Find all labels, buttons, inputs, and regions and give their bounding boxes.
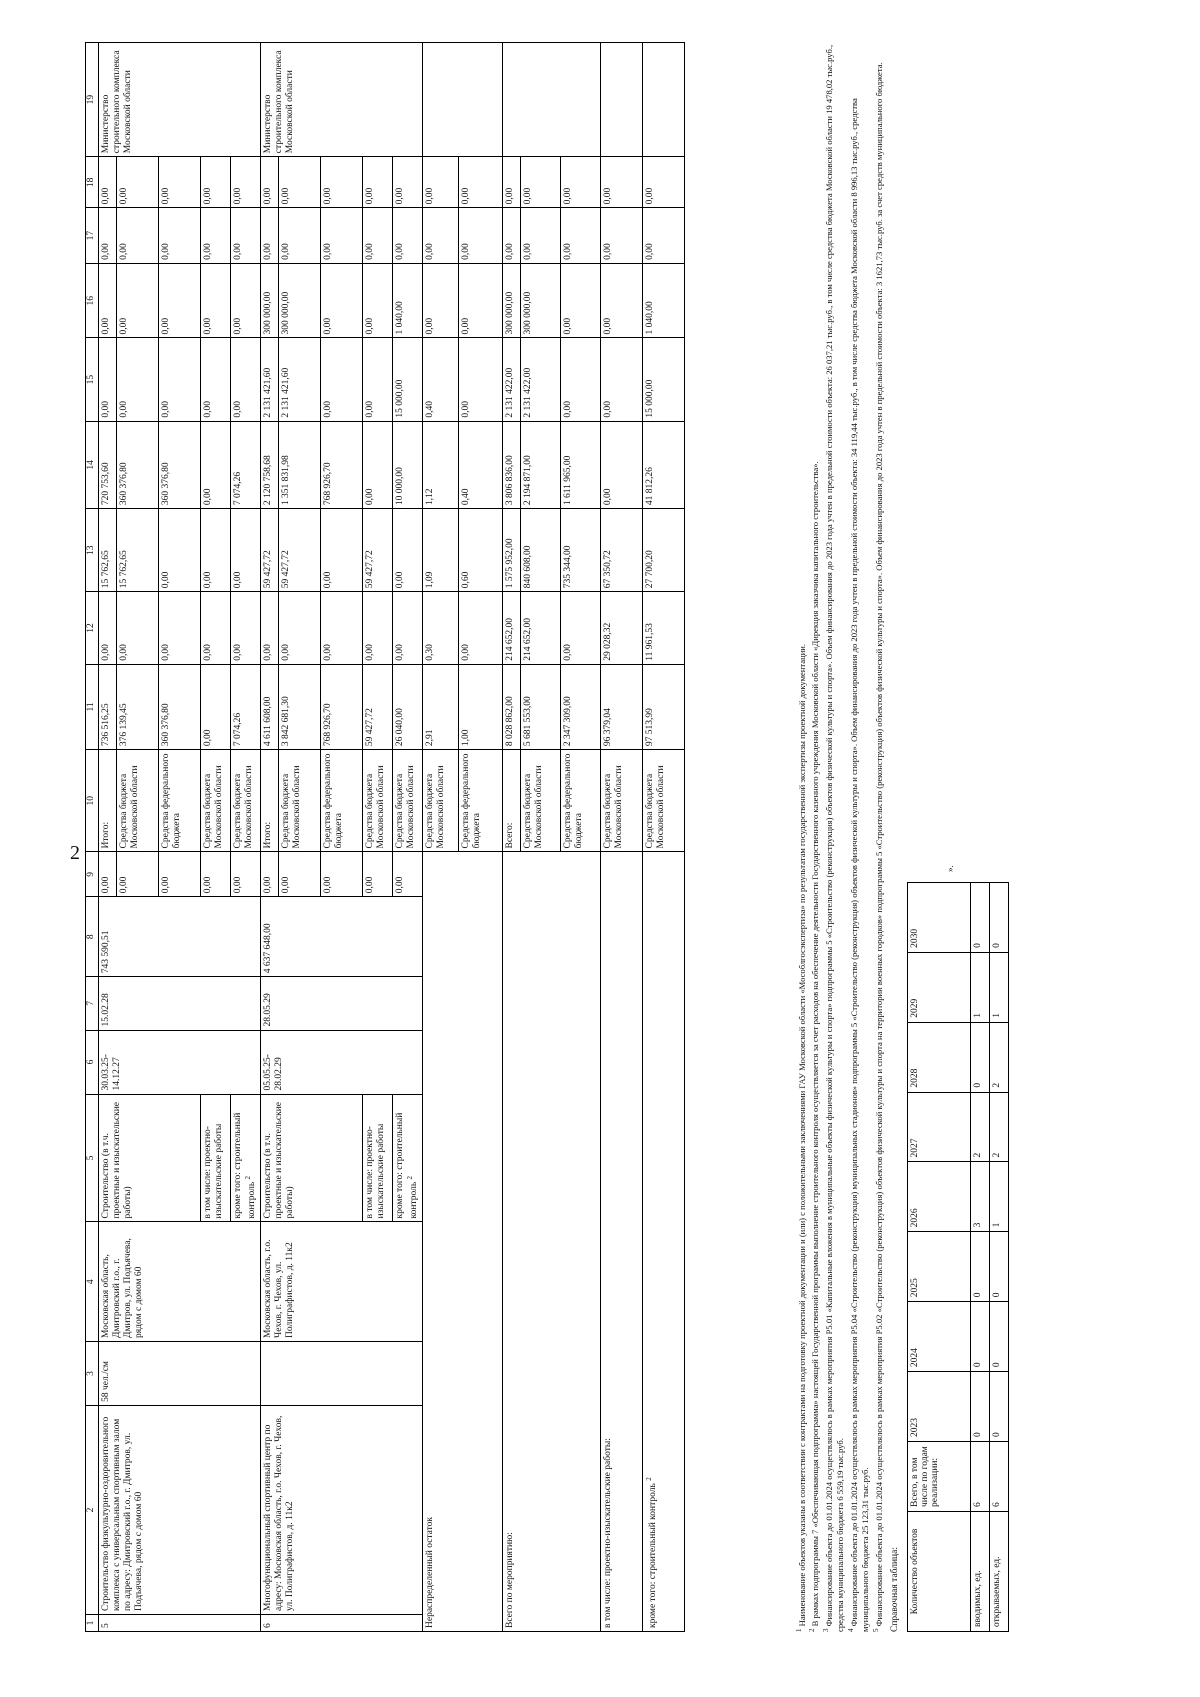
footnotes xyxy=(795,42,885,1632)
amount-cell: 768 926,70 xyxy=(321,664,363,749)
amount-cell: 0,00 xyxy=(321,852,363,897)
summary-row xyxy=(503,43,521,1632)
reference-value: 0 xyxy=(990,883,1009,953)
amount-cell: 0,00 xyxy=(643,157,685,208)
amount-cell: 0,00 xyxy=(601,208,643,263)
customer-empty xyxy=(503,43,601,157)
amount-cell: 360 376,80 xyxy=(159,664,201,749)
column-number: 2 xyxy=(86,1405,99,1614)
reference-value: 2 xyxy=(990,1022,1009,1092)
amount-cell: 0,00 xyxy=(363,421,393,508)
summary-label: Нераспределенный остаток xyxy=(423,852,503,1632)
funding-source: Средства федерального бюджета xyxy=(561,750,601,852)
amount-cell: 41 812,26 xyxy=(643,421,685,508)
footnote-text: Финансирование объекта до 01.01.2024 осуществлялось в рамках мероприятия P5.01 «Капитальные вложения в муниципальные объекты физической культуры и спорта» подпрограммы 5 «Строительство (реконструкция) объектов физической культуры и спорта». Объем финансирования до 2023 года учтен в предельной стоимости объекта: 26 037,21 тыс.руб., в том числе средства бюджета Московской области 19 478,02 тыс.руб., средства муниципального бюджета 6 559,19 тыс.руб. xyxy=(823,44,846,1632)
amount-cell: 26 040,00 xyxy=(393,664,423,749)
amount-cell: 0,00 xyxy=(231,338,261,421)
amount-cell: 0,00 xyxy=(321,263,363,338)
amount-cell: 0,00 xyxy=(321,592,363,665)
object-cost: 743 590,51 xyxy=(99,897,261,977)
amount-cell: 15 762,65 xyxy=(99,509,117,592)
amount-cell: 0,00 xyxy=(201,592,231,665)
amount-cell: 360 376,80 xyxy=(117,421,159,508)
amount-cell: 0,00 xyxy=(459,592,503,665)
footnote-number: 2 xyxy=(808,1628,817,1632)
funding-source: Средства бюджета Московской области xyxy=(423,750,459,852)
amount-cell: 376 139,45 xyxy=(117,664,159,749)
amount-cell: 1,09 xyxy=(423,509,459,592)
amount-cell: 720 753,60 xyxy=(99,421,117,508)
reference-value: 0 xyxy=(990,1372,1009,1442)
amount-cell: 0,00 xyxy=(159,208,201,263)
amount-cell: 0,00 xyxy=(321,509,363,592)
reference-value: 0 xyxy=(971,1372,990,1442)
amount-cell: 0,60 xyxy=(459,509,503,592)
amount-cell: 2 131 421,60 xyxy=(261,338,279,421)
object-capacity: 58 чел./см xyxy=(99,1341,261,1405)
reference-value: 0 xyxy=(971,1302,990,1372)
column-number: 17 xyxy=(86,208,99,263)
reference-value: 2 xyxy=(990,1092,1009,1162)
work-subtype: в том числе: проектно-изыскательские работы xyxy=(363,1094,393,1222)
column-number: 4 xyxy=(86,1222,99,1341)
column-number: 8 xyxy=(86,897,99,977)
reference-header-row xyxy=(908,883,971,1632)
footnote-number: 3 xyxy=(821,1628,830,1632)
footnote-ref: 2 xyxy=(243,1175,252,1180)
customer-empty xyxy=(643,43,685,157)
amount-cell: 0,00 xyxy=(561,338,601,421)
amount-cell: 11 961,53 xyxy=(643,592,685,665)
reference-year: 2023 xyxy=(908,1372,971,1442)
amount-cell: 1 040,00 xyxy=(393,263,423,338)
main-table xyxy=(85,42,685,1632)
summary-label: Всего по мероприятию: xyxy=(503,852,601,1632)
amount-cell: 0,00 xyxy=(261,208,279,263)
reference-row-label: открываемых, ед. xyxy=(990,1512,1009,1632)
summary-label: в том числе: проектно-изыскательские работы: xyxy=(601,852,643,1632)
reference-year: 2025 xyxy=(908,1232,971,1302)
page-number: 2 xyxy=(70,842,80,864)
amount-cell: 0,00 xyxy=(231,157,261,208)
amount-cell: 2 347 309,00 xyxy=(561,664,601,749)
column-number: 3 xyxy=(86,1341,99,1405)
amount-cell: 0,00 xyxy=(393,208,423,263)
reference-value: 1 xyxy=(990,1162,1009,1232)
amount-cell: 0,00 xyxy=(521,157,561,208)
column-number: 7 xyxy=(86,977,99,1030)
column-number: 15 xyxy=(86,338,99,421)
customer: Министерство строительного комплекса Московской области xyxy=(261,43,423,157)
funding-source: Средства федерального бюджета xyxy=(159,750,201,852)
reference-year: 2024 xyxy=(908,1302,971,1372)
footnote-number: 5 xyxy=(872,1628,880,1632)
amount-cell: 0,00 xyxy=(321,338,363,421)
amount-cell: 0,00 xyxy=(321,208,363,263)
amount-cell: 0,00 xyxy=(503,157,521,208)
footnote xyxy=(847,42,872,1632)
amount-cell: 0,00 xyxy=(159,592,201,665)
amount-cell: 0,00 xyxy=(117,338,159,421)
reference-value: 0 xyxy=(971,883,990,953)
amount-cell: 1,00 xyxy=(459,664,503,749)
reference-caption: Справочная таблица: xyxy=(890,1547,900,1632)
amount-cell: 300 000,00 xyxy=(503,263,521,338)
amount-cell: 0,00 xyxy=(117,852,159,897)
reference-row-total: 6 xyxy=(971,1442,990,1512)
reference-year: 2028 xyxy=(908,1022,971,1092)
amount-cell: 0,00 xyxy=(231,208,261,263)
amount-cell: 97 513,99 xyxy=(643,664,685,749)
summary-row xyxy=(643,43,685,1632)
column-number: 18 xyxy=(86,157,99,208)
amount-cell: 0,00 xyxy=(393,509,423,592)
funding-source: Средства бюджета Московской области xyxy=(363,750,393,852)
footnote xyxy=(822,42,847,1632)
work-type: Строительство (в т.ч. проектные и изыскательские работы) xyxy=(261,1094,363,1222)
amount-cell: 0,00 xyxy=(231,852,261,897)
amount-cell: 0,00 xyxy=(99,338,117,421)
amount-cell: 0,00 xyxy=(423,208,459,263)
amount-cell: 59 427,72 xyxy=(363,509,393,592)
amount-cell: 1 611 965,00 xyxy=(561,421,601,508)
reference-year: 2029 xyxy=(908,952,971,1022)
reference-value: 0 xyxy=(990,1232,1009,1302)
summary-label: кроме того: строительный контроль $^2$ xyxy=(643,852,685,1632)
amount-cell: 1 351 831,98 xyxy=(279,421,321,508)
amount-cell: 0,00 xyxy=(99,263,117,338)
amount-cell: 2 131 422,00 xyxy=(503,338,521,421)
funding-source: Средства бюджета Московской области xyxy=(601,750,643,852)
end-mark: ». xyxy=(945,865,955,872)
amount-cell: 0,00 xyxy=(561,592,601,665)
reference-year: 2026 xyxy=(908,1162,971,1232)
amount-cell: 0,30 xyxy=(423,592,459,665)
amount-cell: 0,00 xyxy=(117,157,159,208)
reference-header-total: Всего, в том числе по годам реализации: xyxy=(908,1442,971,1512)
amount-cell: 768 926,70 xyxy=(321,421,363,508)
amount-cell: 0,00 xyxy=(561,157,601,208)
amount-cell: 0,00 xyxy=(363,852,393,897)
amount-cell: 0,00 xyxy=(99,592,117,665)
funding-source: Итого: xyxy=(261,750,279,852)
amount-cell: 2 131 421,60 xyxy=(279,338,321,421)
funding-source: Средства бюджета Московской области xyxy=(643,750,685,852)
column-number: 14 xyxy=(86,421,99,508)
amount-cell: 0,00 xyxy=(201,338,231,421)
footnote-text: Финансирование объекта до 01.01.2024 осуществлялось в рамках мероприятия P5.04 «Строительство (реконструкция) муниципальных стадионов» подпрограммы 5 «Строительство (реконструкция) объектов физической культуры и спорта». Объем финансирования до 2023 года учтен в предельной стоимости объекта: 34 119,44 тыс.руб., в том числе средства бюджета Московской области 8 996,13 тыс.руб., средства муниципального бюджета 25 123,31 тыс.руб. xyxy=(848,98,871,1632)
footnote-number: 1 xyxy=(795,1628,803,1632)
amount-cell: 0,00 xyxy=(201,421,231,508)
column-number: 10 xyxy=(86,750,99,852)
amount-cell: 0,00 xyxy=(459,263,503,338)
amount-cell: 0,00 xyxy=(363,157,393,208)
amount-cell: 0,00 xyxy=(363,263,393,338)
work-type: Строительство (в т.ч. проектные и изыскательские работы) xyxy=(99,1094,201,1222)
column-number: 5 xyxy=(86,1094,99,1222)
funding-source: Средства бюджета Московской области xyxy=(201,750,231,852)
amount-cell: 0,00 xyxy=(117,208,159,263)
amount-cell: 0,00 xyxy=(159,509,201,592)
amount-cell: 59 427,72 xyxy=(363,664,393,749)
amount-cell: 0,00 xyxy=(99,208,117,263)
reference-header-label: Количество объектов xyxy=(908,1512,971,1632)
object-name: Строительство физкультурно-оздоровительного комплекса с универсальным спортивным залом по адресу: Дмитровский г.о., г. Дмитров, ул. Подъячева, рядом с домом 60 xyxy=(99,1405,261,1614)
amount-cell: 0,00 xyxy=(321,157,363,208)
amount-cell: 0,00 xyxy=(459,338,503,421)
amount-cell: 0,40 xyxy=(423,338,459,421)
summary-row xyxy=(423,43,459,1632)
amount-cell: 0,00 xyxy=(261,157,279,208)
amount-cell: 0,00 xyxy=(279,852,321,897)
amount-cell: 0,00 xyxy=(99,157,117,208)
amount-cell: 0,00 xyxy=(363,208,393,263)
object-number: 5 xyxy=(99,1614,261,1631)
reference-year: 2030 xyxy=(908,883,971,953)
footnote-text: В рамках подпрограммы 7 «Обеспечивающая подпрограмма» настоящей Государственной программы выполнение строительного контроля осуществляется за счет расходов на обеспечение деятельности Государственного казенного учреждения Московской области «Дирекция заказчика капитального строительства». xyxy=(810,461,821,1629)
amount-cell: 0,00 xyxy=(201,664,231,749)
funding-source: Средства бюджета Московской области xyxy=(231,750,261,852)
amount-cell: 0,00 xyxy=(459,157,503,208)
work-subtype: в том числе: проектно-изыскательские работы xyxy=(201,1094,231,1222)
reference-value: 2 xyxy=(971,1092,990,1162)
column-number: 6 xyxy=(86,1030,99,1094)
amount-cell: 0,00 xyxy=(423,263,459,338)
funding-source: Средства федерального бюджета xyxy=(321,750,363,852)
amount-cell: 0,00 xyxy=(117,263,159,338)
amount-cell: 2 120 758,68 xyxy=(261,421,279,508)
reference-row-total: 6 xyxy=(990,1442,1009,1512)
amount-cell: 0,00 xyxy=(601,157,643,208)
amount-cell: 0,00 xyxy=(201,263,231,338)
column-number: 19 xyxy=(86,43,99,157)
reference-value: 3 xyxy=(971,1162,990,1232)
amount-cell: 0,00 xyxy=(601,338,643,421)
amount-cell: 300 000,00 xyxy=(521,263,561,338)
object-row xyxy=(261,43,279,1632)
object-address: Московская область, г.о. Чехов, г. Чехов, ул. Полиграфистов, д. 11к2 xyxy=(261,1222,423,1341)
funding-source: Итого: xyxy=(99,750,117,852)
amount-cell: 0,00 xyxy=(459,208,503,263)
reference-row xyxy=(990,883,1009,1632)
amount-cell: 0,00 xyxy=(231,592,261,665)
amount-cell: 0,00 xyxy=(393,157,423,208)
amount-cell: 1 575 952,00 xyxy=(503,509,521,592)
amount-cell: 10 000,00 xyxy=(393,421,423,508)
reference-value: 0 xyxy=(971,1022,990,1092)
amount-cell: 214 652,00 xyxy=(521,592,561,665)
reference-value: 1 xyxy=(990,952,1009,1022)
work-subtype: кроме того: строительный контроль $^2$ xyxy=(231,1094,261,1222)
footnote xyxy=(795,42,808,1632)
amount-cell: 0,00 xyxy=(393,852,423,897)
amount-cell: 0,00 xyxy=(279,592,321,665)
footnote-text: Наименование объектов указаны в соответствии с контрактами на подготовку проектной документации и (или) с положительными заключениями ГАУ Московской области «Мособлгосэкспертиза» по результатам государственной экспертизы проектной документации. xyxy=(796,643,807,1629)
amount-cell: 0,00 xyxy=(561,263,601,338)
customer-empty xyxy=(601,43,643,157)
amount-cell: 2,91 xyxy=(423,664,459,749)
reference-value: 1 xyxy=(971,952,990,1022)
funding-source: Всего: xyxy=(503,750,521,852)
amount-cell: 0,00 xyxy=(643,208,685,263)
amount-cell: 59 427,72 xyxy=(261,509,279,592)
amount-cell: 0,00 xyxy=(363,592,393,665)
amount-cell: 735 344,00 xyxy=(561,509,601,592)
object-capacity xyxy=(261,1341,423,1405)
opening-date: 28.05.29 xyxy=(261,977,423,1030)
object-number: 6 xyxy=(261,1614,423,1631)
customer: Министерство строительного комплекса Московской области xyxy=(99,43,261,157)
customer-empty xyxy=(423,43,503,157)
column-number: 11 xyxy=(86,664,99,749)
amount-cell: 27 700,20 xyxy=(643,509,685,592)
landscape-content xyxy=(85,42,1200,1632)
summary-row xyxy=(601,43,643,1632)
amount-cell: 214 652,00 xyxy=(503,592,521,665)
amount-cell: 3 842 681,30 xyxy=(279,664,321,749)
footnote xyxy=(872,42,885,1632)
amount-cell: 7 074,26 xyxy=(231,421,261,508)
amount-cell: 96 379,04 xyxy=(601,664,643,749)
amount-cell: 0,00 xyxy=(601,421,643,508)
amount-cell: 0,00 xyxy=(261,592,279,665)
amount-cell: 0,00 xyxy=(159,157,201,208)
amount-cell: 736 516,25 xyxy=(99,664,117,749)
amount-cell: 0,00 xyxy=(231,509,261,592)
amount-cell: 1 040,00 xyxy=(643,263,685,338)
footnote-text: Финансирование объекта до 01.01.2024 осуществлялось в рамках мероприятия P5.02 «Строительство (реконструкция) объектов физической культуры и спорта на территории военных городков» подпрограммы 5 «Строительство (реконструкция) объектов физической культуры и спорта». Объем финансирования до 2023 года учтен в предельной стоимости объекта: 3 1621,73 тыс.руб. за счет средств муниципального бюджета. xyxy=(873,62,884,1629)
amount-cell: 15 000,00 xyxy=(643,338,685,421)
object-name: Многофункциональный спортивный центр по адресу: Московская область, г.о. Чехов, г. Чехов, ул. Полиграфистов, д. 11к2 xyxy=(261,1405,423,1614)
amount-cell: 0,00 xyxy=(159,338,201,421)
amount-cell: 0,00 xyxy=(201,509,231,592)
amount-cell: 0,00 xyxy=(601,263,643,338)
amount-cell: 0,00 xyxy=(363,338,393,421)
amount-cell: 0,00 xyxy=(201,852,231,897)
column-number: 9 xyxy=(86,852,99,897)
work-subtype: кроме того: строительный контроль $^2$ xyxy=(393,1094,423,1222)
footnote xyxy=(808,42,821,1632)
amount-cell: 300 000,00 xyxy=(261,263,279,338)
amount-cell: 360 376,80 xyxy=(159,421,201,508)
amount-cell: 0,00 xyxy=(231,263,261,338)
funding-source: Средства бюджета Московской области xyxy=(117,750,159,852)
funding-source: Средства бюджета Московской области xyxy=(521,750,561,852)
amount-cell: 5 681 553,00 xyxy=(521,664,561,749)
amount-cell: 0,00 xyxy=(521,208,561,263)
column-number: 13 xyxy=(86,509,99,592)
amount-cell: 0,00 xyxy=(561,208,601,263)
work-dates: 05.05.25-28.02.29 xyxy=(261,1030,423,1094)
amount-cell: 2 194 871,00 xyxy=(521,421,561,508)
object-address: Московская область, Дмитровский г.о., г. Дмитров, ул. Подъячева, рядом с домом 60 xyxy=(99,1222,261,1341)
amount-cell: 29 028,32 xyxy=(601,592,643,665)
object-row xyxy=(99,43,117,1632)
reference-row-label: вводимых, ед. xyxy=(971,1512,990,1632)
column-number-row xyxy=(86,43,99,1632)
amount-cell: 0,00 xyxy=(99,852,117,897)
amount-cell: 67 350,72 xyxy=(601,509,643,592)
work-dates: 30.03.25-14.12.27 xyxy=(99,1030,261,1094)
amount-cell: 0,00 xyxy=(393,592,423,665)
funding-source: Средства федерального бюджета xyxy=(459,750,503,852)
amount-cell: 0,00 xyxy=(159,263,201,338)
reference-table xyxy=(907,882,1009,1632)
footnote-ref: 2 xyxy=(645,1477,653,1481)
footnote-number: 4 xyxy=(846,1628,855,1632)
amount-cell: 0,00 xyxy=(201,157,231,208)
column-number: 12 xyxy=(86,592,99,665)
amount-cell: 3 806 836,00 xyxy=(503,421,521,508)
amount-cell: 0,00 xyxy=(279,157,321,208)
amount-cell: 7 074,26 xyxy=(231,664,261,749)
amount-cell: 0,00 xyxy=(261,852,279,897)
amount-cell: 0,00 xyxy=(117,592,159,665)
column-number: 1 xyxy=(86,1614,99,1631)
amount-cell: 0,00 xyxy=(201,208,231,263)
amount-cell: 0,00 xyxy=(159,852,201,897)
amount-cell: 59 427,72 xyxy=(279,509,321,592)
amount-cell: 840 608,00 xyxy=(521,509,561,592)
amount-cell: 0,00 xyxy=(423,157,459,208)
funding-source: Средства бюджета Московской области xyxy=(279,750,321,852)
reference-value: 0 xyxy=(971,1232,990,1302)
amount-cell: 0,00 xyxy=(503,208,521,263)
footnote-ref: 2 xyxy=(405,1175,414,1180)
amount-cell: 1,12 xyxy=(423,421,459,508)
amount-cell: 15 000,00 xyxy=(393,338,423,421)
reference-row xyxy=(971,883,990,1632)
amount-cell: 8 028 862,00 xyxy=(503,664,521,749)
amount-cell: 4 611 608,00 xyxy=(261,664,279,749)
opening-date: 15.02.28 xyxy=(99,977,261,1030)
object-cost: 4 637 648,00 xyxy=(261,897,423,977)
amount-cell: 0,00 xyxy=(279,208,321,263)
amount-cell: 15 762,65 xyxy=(117,509,159,592)
funding-source: Средства бюджета Московской области xyxy=(393,750,423,852)
amount-cell: 2 131 422,00 xyxy=(521,338,561,421)
reference-value: 0 xyxy=(990,1302,1009,1372)
amount-cell: 300 000,00 xyxy=(279,263,321,338)
amount-cell: 0,40 xyxy=(459,421,503,508)
column-number: 16 xyxy=(86,263,99,338)
reference-year: 2027 xyxy=(908,1092,971,1162)
